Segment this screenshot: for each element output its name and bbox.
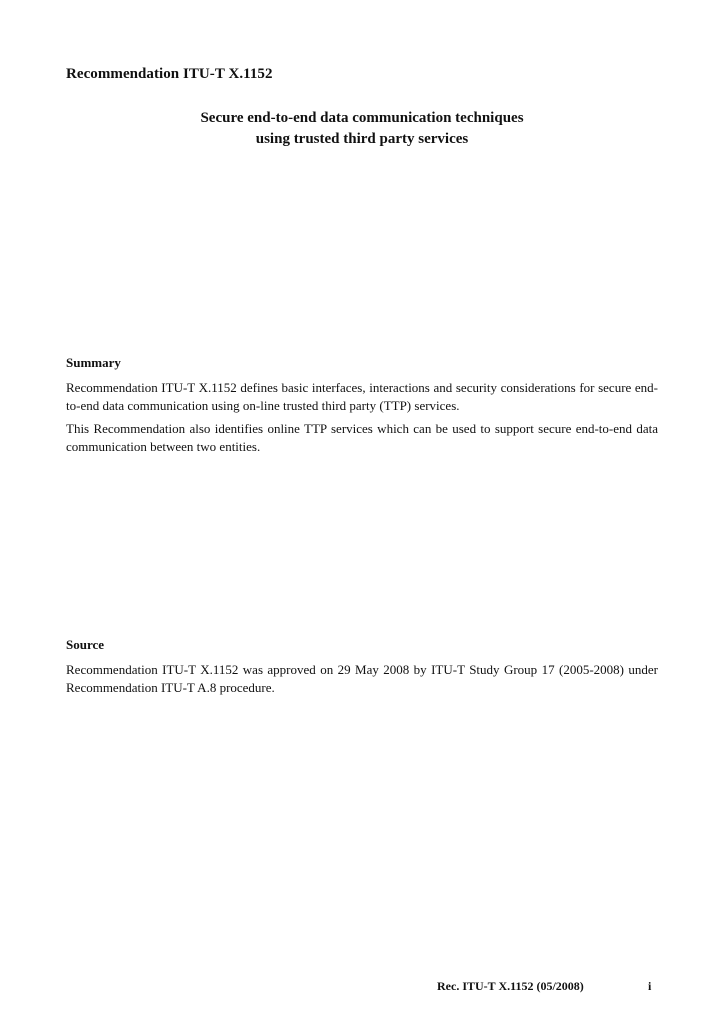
source-section (66, 636, 658, 702)
source-heading: Source (66, 637, 105, 652)
footer-reference: Rec. ITU-T X.1152 (05/2008) (437, 979, 584, 993)
title-line: Secure end-to-end data communication techniques (200, 110, 524, 126)
document-title (66, 108, 658, 150)
source-paragraph: Recommendation ITU-T X.1152 was approved on 29 May 2008 by ITU-T Study Group 17 (2005-2008) under Recommendation ITU-T A.8 procedure. (66, 662, 658, 695)
summary-paragraph: This Recommendation also identifies online TTP services which can be used to support secure end-to-end data communication between two entities. (66, 421, 658, 454)
recommendation-heading: Recommendation ITU-T X.1152 (66, 66, 273, 82)
page-number: i (648, 979, 652, 993)
summary-heading: Summary (66, 355, 121, 370)
summary-section (66, 354, 658, 461)
title-line: using trusted third party services (255, 131, 469, 147)
summary-paragraph: Recommendation ITU-T X.1152 defines basic interfaces, interactions and security considerations for secure end-to-end data communication using on-line trusted third party (TTP) services. (66, 380, 658, 413)
